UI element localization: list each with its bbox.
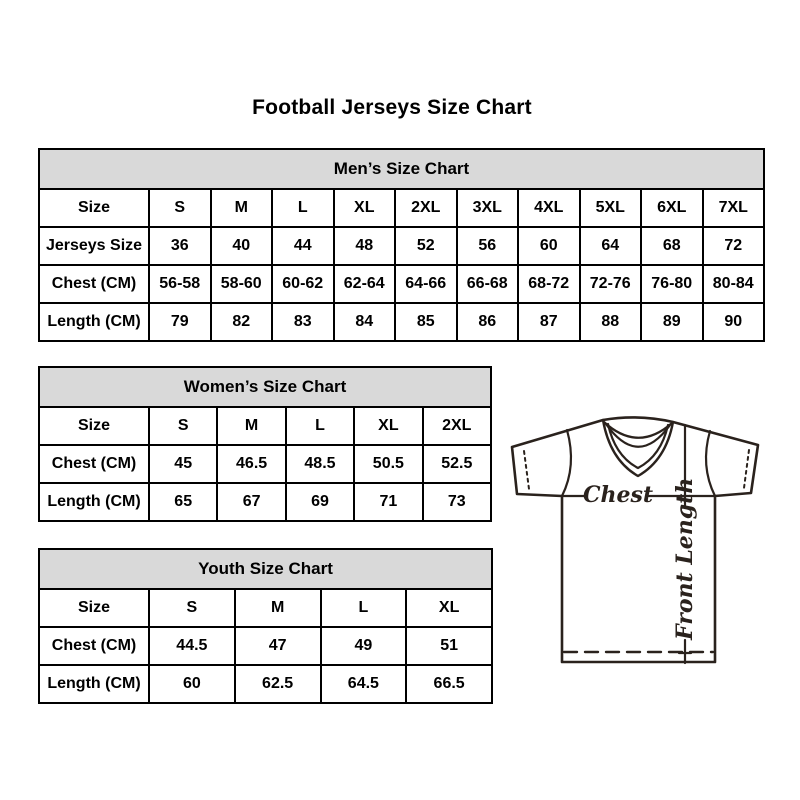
cell-value: 58-60 [211, 265, 273, 303]
cell-value: 87 [518, 303, 580, 341]
women-table-title: Women’s Size Chart [39, 367, 491, 407]
women-table-row [39, 483, 491, 521]
cell-value: 71 [354, 483, 422, 521]
cell-value: 49 [321, 627, 407, 665]
cell-value: 48 [334, 227, 396, 265]
cell-value: 52.5 [423, 445, 491, 483]
row-label: Size [39, 189, 149, 227]
men-table-row [39, 265, 764, 303]
cell-value: 67 [217, 483, 285, 521]
cell-value: XL [334, 189, 396, 227]
cell-value: 36 [149, 227, 211, 265]
men-table-row [39, 227, 764, 265]
cell-value: 64.5 [321, 665, 407, 703]
youth-size-table [38, 548, 493, 704]
mens-size-table [38, 148, 765, 342]
cell-value: 84 [334, 303, 396, 341]
men-table-row [39, 303, 764, 341]
cell-value: 56-58 [149, 265, 211, 303]
cell-value: 5XL [580, 189, 642, 227]
cell-value: 2XL [423, 407, 491, 445]
cell-value: L [272, 189, 334, 227]
cell-value: 45 [149, 445, 217, 483]
cell-value: 88 [580, 303, 642, 341]
womens-size-table [38, 366, 492, 522]
cell-value: 40 [211, 227, 273, 265]
cell-value: 73 [423, 483, 491, 521]
cell-value: 60 [149, 665, 235, 703]
cell-value: 85 [395, 303, 457, 341]
right-cuff-dashed-line [744, 450, 749, 488]
cell-value: 60 [518, 227, 580, 265]
left-cuff-dashed-line [524, 451, 529, 489]
chest-label: Chest [582, 482, 654, 508]
row-label: Length (CM) [39, 665, 149, 703]
row-label: Size [39, 589, 149, 627]
cell-value: 76-80 [641, 265, 703, 303]
cell-value: 56 [457, 227, 519, 265]
cell-value: 60-62 [272, 265, 334, 303]
cell-value: XL [354, 407, 422, 445]
youth-table-title: Youth Size Chart [39, 549, 492, 589]
cell-value: XL [406, 589, 492, 627]
cell-value: 44 [272, 227, 334, 265]
front-length-label: Front Length [672, 477, 698, 640]
cell-value: 79 [149, 303, 211, 341]
row-label: Chest (CM) [39, 445, 149, 483]
cell-value: 69 [286, 483, 354, 521]
row-label: Chest (CM) [39, 627, 149, 665]
cell-value: M [217, 407, 285, 445]
cell-value: S [149, 407, 217, 445]
cell-value: 52 [395, 227, 457, 265]
cell-value: M [211, 189, 273, 227]
left-armhole-seam [562, 430, 571, 496]
cell-value: 2XL [395, 189, 457, 227]
cell-value: 72 [703, 227, 765, 265]
cell-value: 48.5 [286, 445, 354, 483]
youth-table-row [39, 627, 492, 665]
page-title: Football Jerseys Size Chart [252, 96, 532, 119]
cell-value: 83 [272, 303, 334, 341]
row-label: Chest (CM) [39, 265, 149, 303]
cell-value: 64-66 [395, 265, 457, 303]
cell-value: 68-72 [518, 265, 580, 303]
right-armhole-seam [706, 431, 715, 496]
youth-table-row [39, 589, 492, 627]
cell-value: 6XL [641, 189, 703, 227]
cell-value: 66-68 [457, 265, 519, 303]
cell-value: 44.5 [149, 627, 235, 665]
cell-value: M [235, 589, 321, 627]
row-label: Jerseys Size [39, 227, 149, 265]
cell-value: 72-76 [580, 265, 642, 303]
men-table-title: Men’s Size Chart [39, 149, 764, 189]
cell-value: 62-64 [334, 265, 396, 303]
cell-value: 89 [641, 303, 703, 341]
jersey-diagram-svg [498, 398, 768, 668]
women-table-row [39, 445, 491, 483]
cell-value: 68 [641, 227, 703, 265]
cell-value: 4XL [518, 189, 580, 227]
youth-table-row [39, 665, 492, 703]
jersey-measurement-diagram [498, 398, 768, 668]
cell-value: 65 [149, 483, 217, 521]
row-label: Length (CM) [39, 483, 149, 521]
cell-value: 46.5 [217, 445, 285, 483]
cell-value: 90 [703, 303, 765, 341]
cell-value: 86 [457, 303, 519, 341]
row-label: Size [39, 407, 149, 445]
women-table-row [39, 407, 491, 445]
cell-value: 47 [235, 627, 321, 665]
jersey-outline [512, 417, 758, 662]
cell-value: 7XL [703, 189, 765, 227]
cell-value: 64 [580, 227, 642, 265]
cell-value: S [149, 189, 211, 227]
cell-value: 51 [406, 627, 492, 665]
cell-value: 82 [211, 303, 273, 341]
cell-value: 50.5 [354, 445, 422, 483]
cell-value: S [149, 589, 235, 627]
cell-value: L [286, 407, 354, 445]
cell-value: 66.5 [406, 665, 492, 703]
cell-value: L [321, 589, 407, 627]
cell-value: 80-84 [703, 265, 765, 303]
row-label: Length (CM) [39, 303, 149, 341]
men-table-row [39, 189, 764, 227]
cell-value: 62.5 [235, 665, 321, 703]
cell-value: 3XL [457, 189, 519, 227]
